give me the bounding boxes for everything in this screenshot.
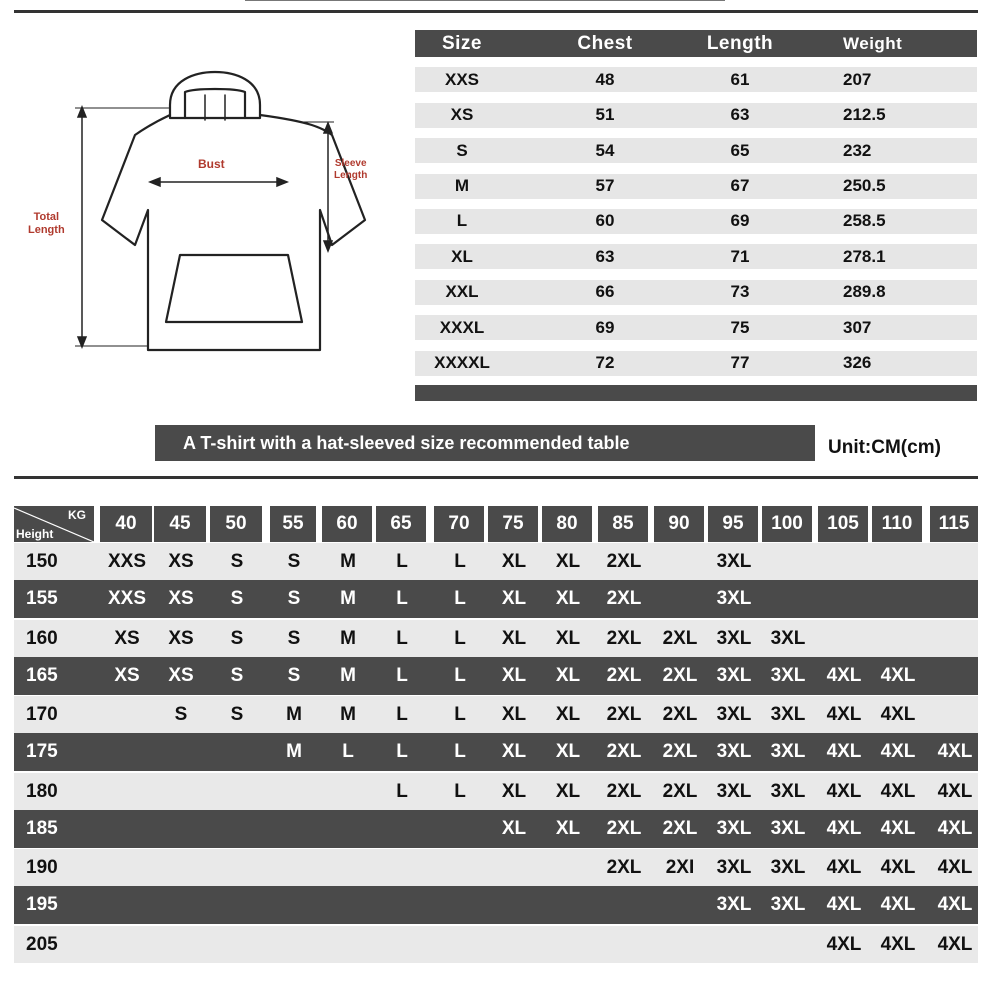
size-recommend-cell: XS — [168, 551, 194, 572]
size-recommend-cell — [322, 849, 374, 887]
size-recommend-cell — [270, 810, 318, 848]
recommend-row — [14, 543, 978, 580]
size-recommend-cell: XL — [555, 704, 581, 725]
size-row — [415, 67, 977, 92]
top-rule-thin — [245, 0, 725, 1]
height-cell: 175 — [26, 741, 58, 762]
length-cell: 67 — [730, 176, 750, 196]
size-recommend-cell: S — [230, 588, 244, 609]
size-cell: XL — [451, 246, 473, 266]
size-recommend-cell — [654, 580, 706, 618]
chest-cell: 66 — [595, 282, 615, 302]
weight-header-cell: 100 — [762, 506, 812, 542]
total-label-line1: Total — [33, 211, 60, 223]
size-recommend-cell: S — [230, 551, 244, 572]
weight-header-cell: 65 — [376, 506, 426, 542]
bust-label: Bust — [198, 157, 225, 171]
size-recommend-cell — [210, 810, 264, 848]
size-recommend-cell — [210, 886, 264, 924]
weight-header-cell: 70 — [434, 506, 484, 542]
height-cell: 205 — [26, 934, 58, 955]
size-recommend-cell — [762, 543, 814, 581]
height-cell: 170 — [26, 704, 58, 725]
size-recommend-cell: 4XL — [880, 934, 916, 955]
size-recommend-cell: S — [230, 665, 244, 686]
size-recommend-cell — [154, 810, 208, 848]
chest-cell: 54 — [595, 140, 615, 160]
recommend-row — [14, 849, 978, 886]
total-label-line2: Length — [28, 224, 65, 236]
size-recommend-cell — [434, 926, 486, 964]
header-chest: Chest — [577, 32, 633, 54]
size-recommend-cell: 2XL — [662, 704, 698, 725]
header-length: Length — [706, 32, 774, 54]
corner-cell — [14, 506, 94, 542]
size-recommend-cell: 2XL — [606, 588, 642, 609]
size-recommend-cell: M — [286, 704, 302, 725]
size-recommend-cell — [654, 886, 706, 924]
size-recommend-cell: XL — [555, 781, 581, 802]
length-cell: 65 — [730, 140, 750, 160]
chest-cell: 60 — [595, 211, 615, 231]
size-recommend-cell: S — [287, 628, 301, 649]
size-recommend-cell: XS — [168, 665, 194, 686]
weight-header-cell: 110 — [872, 506, 922, 542]
size-row — [415, 315, 977, 340]
size-table-header — [415, 30, 977, 57]
weight-header-cell: 90 — [654, 506, 704, 542]
length-cell: 61 — [730, 69, 750, 89]
size-recommend-cell: XL — [501, 665, 527, 686]
size-recommend-cell — [930, 543, 980, 581]
weight-header-cell: 50 — [210, 506, 262, 542]
sleeve-label-line1: Sleeve — [334, 158, 367, 169]
size-recommend-cell: 3XL — [716, 818, 752, 839]
size-recommend-cell — [598, 886, 650, 924]
size-recommend-cell: 3XL — [716, 665, 752, 686]
height-cell: 155 — [26, 588, 58, 609]
size-recommend-cell: 4XL — [937, 818, 973, 839]
mid-rule — [14, 476, 978, 479]
size-cell: XXS — [444, 69, 480, 89]
size-recommend-cell — [872, 620, 924, 658]
size-recommend-cell: 4XL — [937, 894, 973, 915]
size-recommend-cell: 2XL — [606, 818, 642, 839]
weight-cell: 326 — [843, 353, 872, 373]
size-recommend-cell: 2XL — [606, 741, 642, 762]
size-recommend-cell: XL — [555, 741, 581, 762]
size-recommend-cell: XL — [501, 628, 527, 649]
recommend-row — [14, 580, 978, 618]
size-recommend-cell: 3XL — [770, 781, 806, 802]
size-recommend-cell: 3XL — [716, 628, 752, 649]
sleeve-label — [334, 158, 367, 182]
size-recommend-cell: M — [286, 741, 302, 762]
weight-cell: 207 — [843, 69, 872, 89]
size-recommend-cell — [100, 810, 154, 848]
size-recommend-cell: 3XL — [716, 704, 752, 725]
size-recommend-cell — [270, 773, 318, 811]
size-recommend-cell: L — [454, 665, 466, 686]
chest-cell: 51 — [595, 105, 615, 125]
size-recommend-cell — [872, 543, 924, 581]
weight-header-cell: 115 — [930, 506, 978, 542]
size-recommend-cell: 2XL — [606, 628, 642, 649]
size-recommend-cell — [708, 926, 760, 964]
size-recommend-cell: M — [340, 551, 356, 572]
size-cell: L — [456, 211, 468, 231]
size-recommend-cell: L — [454, 551, 466, 572]
size-recommend-cell: XL — [501, 704, 527, 725]
size-recommend-cell: 3XL — [770, 894, 806, 915]
size-recommend-cell — [154, 733, 208, 771]
size-recommend-cell: XL — [501, 818, 527, 839]
size-recommend-cell: 4XL — [880, 665, 916, 686]
size-recommend-cell: XL — [555, 628, 581, 649]
size-recommend-cell — [322, 886, 374, 924]
sleeve-label-line2: Length — [334, 170, 368, 181]
size-recommend-cell: S — [287, 588, 301, 609]
size-recommend-cell: L — [454, 741, 466, 762]
size-recommend-cell: 4XL — [826, 857, 862, 878]
header-size: Size — [441, 32, 483, 54]
size-recommend-cell — [598, 926, 650, 964]
size-table-body — [415, 67, 977, 375]
height-cell: 150 — [26, 551, 58, 572]
size-recommend-cell: 2XL — [606, 665, 642, 686]
size-recommend-cell — [100, 926, 154, 964]
length-cell: 69 — [730, 211, 750, 231]
corner-kg-label: KG — [68, 508, 86, 522]
weight-cell: 250.5 — [843, 176, 886, 196]
size-table-footer — [415, 385, 977, 401]
size-recommend-cell: 3XL — [770, 704, 806, 725]
size-recommend-cell: 4XL — [937, 741, 973, 762]
size-recommend-cell: XS — [114, 628, 140, 649]
size-recommend-cell: 4XL — [880, 741, 916, 762]
weight-header-cell: 85 — [598, 506, 648, 542]
size-recommend-cell — [100, 696, 154, 734]
recommend-row — [14, 926, 978, 963]
size-recommend-cell — [762, 926, 814, 964]
size-recommend-cell: XS — [168, 588, 194, 609]
chest-cell: 57 — [595, 176, 615, 196]
size-recommend-cell: L — [396, 628, 408, 649]
size-recommend-cell: 2XL — [662, 781, 698, 802]
size-recommend-cell — [488, 886, 540, 924]
weight-cell: 278.1 — [843, 246, 886, 266]
header-weight: Weight — [843, 33, 903, 53]
recommend-row — [14, 886, 978, 924]
size-recommend-cell: 2XI — [665, 857, 695, 878]
chest-cell: 63 — [595, 246, 615, 266]
recommend-row — [14, 810, 978, 848]
size-recommend-cell: 2XL — [606, 781, 642, 802]
weight-cell: 289.8 — [843, 282, 886, 302]
size-recommend-cell: 4XL — [826, 741, 862, 762]
size-row — [415, 244, 977, 269]
weight-cell: 232 — [843, 140, 872, 160]
size-recommend-cell: 4XL — [826, 934, 862, 955]
size-row — [415, 103, 977, 128]
weight-cell: 258.5 — [843, 211, 886, 231]
chest-cell: 69 — [595, 317, 615, 337]
size-recommend-cell — [376, 886, 428, 924]
size-recommend-cell: 2XL — [606, 551, 642, 572]
size-recommend-cell: 2XL — [662, 628, 698, 649]
size-recommend-cell: 4XL — [880, 781, 916, 802]
height-cell: 195 — [26, 894, 58, 915]
size-recommend-cell: L — [396, 704, 408, 725]
size-recommend-cell: M — [340, 628, 356, 649]
size-recommend-cell — [322, 773, 374, 811]
size-recommend-cell — [376, 810, 428, 848]
chest-cell: 72 — [595, 353, 615, 373]
corner-height-label: Height — [16, 527, 54, 541]
size-recommend-cell: L — [454, 628, 466, 649]
size-recommend-cell: 4XL — [880, 857, 916, 878]
size-recommend-cell — [818, 580, 870, 618]
size-recommend-cell: M — [340, 704, 356, 725]
size-recommend-cell — [100, 733, 154, 771]
size-recommend-cell — [488, 926, 540, 964]
size-recommend-cell: S — [287, 551, 301, 572]
size-recommend-cell: L — [396, 665, 408, 686]
size-recommend-cell — [654, 926, 706, 964]
length-cell: 75 — [730, 317, 750, 337]
size-recommend-cell: 3XL — [716, 781, 752, 802]
size-recommend-cell: XS — [114, 665, 140, 686]
size-row — [415, 209, 977, 234]
length-cell: 77 — [730, 353, 750, 373]
size-recommend-cell: 4XL — [826, 818, 862, 839]
size-recommend-cell: 4XL — [880, 818, 916, 839]
size-recommend-cell — [210, 926, 264, 964]
size-recommend-cell: 3XL — [716, 741, 752, 762]
size-recommend-cell: 2XL — [606, 704, 642, 725]
weight-header-cell: 45 — [154, 506, 206, 542]
size-recommend-cell — [154, 886, 208, 924]
size-recommend-cell: 3XL — [770, 857, 806, 878]
size-row — [415, 138, 977, 163]
height-cell: 165 — [26, 665, 58, 686]
size-recommend-cell — [154, 926, 208, 964]
size-recommend-cell — [654, 543, 706, 581]
size-recommend-cell — [100, 849, 154, 887]
size-recommend-cell — [434, 810, 486, 848]
size-recommend-cell: M — [340, 588, 356, 609]
size-recommend-cell: 4XL — [880, 704, 916, 725]
size-recommend-cell: 3XL — [770, 665, 806, 686]
size-recommend-cell — [434, 849, 486, 887]
recommend-row — [14, 773, 978, 810]
size-recommend-cell: XL — [555, 818, 581, 839]
size-recommend-cell: 4XL — [826, 665, 862, 686]
size-recommend-cell: 2XL — [662, 818, 698, 839]
hoodie-outline-icon — [20, 60, 400, 380]
size-row — [415, 280, 977, 305]
size-recommend-cell: L — [342, 741, 354, 762]
size-recommend-cell: S — [174, 704, 188, 725]
size-recommend-cell: XL — [555, 551, 581, 572]
size-recommend-cell: XL — [501, 781, 527, 802]
height-cell: 180 — [26, 781, 58, 802]
height-cell: 160 — [26, 628, 58, 649]
size-recommend-cell: 3XL — [770, 818, 806, 839]
size-recommend-cell — [542, 849, 594, 887]
size-recommend-cell: L — [454, 588, 466, 609]
size-recommend-cell — [930, 580, 980, 618]
size-recommend-cell: S — [230, 628, 244, 649]
top-rule — [14, 10, 978, 13]
weight-cell: 307 — [843, 317, 872, 337]
size-recommend-cell: 4XL — [880, 894, 916, 915]
weight-header-cell: 95 — [708, 506, 758, 542]
size-recommend-cell: L — [454, 781, 466, 802]
hoodie-diagram — [20, 60, 400, 380]
size-recommend-cell — [270, 926, 318, 964]
size-recommend-cell — [322, 926, 374, 964]
chest-cell: 48 — [595, 69, 615, 89]
weight-header-cell: 40 — [100, 506, 152, 542]
size-recommend-cell: XL — [555, 588, 581, 609]
size-cell: XXXXL — [434, 353, 490, 373]
size-recommend-cell — [542, 926, 594, 964]
size-recommend-cell: L — [396, 781, 408, 802]
length-cell: 71 — [730, 246, 750, 266]
weight-header-cell: 55 — [270, 506, 316, 542]
weight-header-cell: 80 — [542, 506, 592, 542]
size-recommend-cell: L — [454, 704, 466, 725]
size-recommend-cell: 3XL — [716, 551, 752, 572]
size-row — [415, 174, 977, 199]
unit-label: Unit:CM(cm) — [828, 437, 941, 458]
recommend-row — [14, 657, 978, 695]
size-cell: XXL — [445, 282, 479, 302]
size-cell: M — [454, 176, 470, 196]
size-recommend-cell: XS — [168, 628, 194, 649]
size-recommend-cell — [376, 926, 428, 964]
length-cell: 63 — [730, 105, 750, 125]
size-recommend-cell — [818, 620, 870, 658]
size-recommend-cell — [872, 580, 924, 618]
recommend-row — [14, 620, 978, 657]
size-recommend-cell — [154, 849, 208, 887]
size-recommend-cell — [930, 657, 980, 695]
size-recommend-cell: 2XL — [662, 741, 698, 762]
size-recommend-cell — [818, 543, 870, 581]
size-cell: XXXL — [439, 317, 485, 337]
size-recommend-cell: XL — [501, 588, 527, 609]
size-recommend-cell: XL — [501, 741, 527, 762]
size-recommend-cell — [100, 886, 154, 924]
size-recommend-cell: XL — [501, 551, 527, 572]
size-recommend-cell: 2XL — [662, 665, 698, 686]
size-cell: S — [456, 140, 468, 160]
height-cell: 190 — [26, 857, 58, 878]
size-recommend-cell: 3XL — [716, 588, 752, 609]
size-measurement-table — [415, 30, 977, 401]
size-recommend-cell: 3XL — [770, 628, 806, 649]
size-recommend-cell — [100, 773, 154, 811]
size-recommend-cell — [322, 810, 374, 848]
size-recommend-cell: S — [287, 665, 301, 686]
height-cell: 185 — [26, 818, 58, 839]
weight-header-cell: 75 — [488, 506, 538, 542]
size-row — [415, 351, 977, 376]
weight-header-cell: 105 — [818, 506, 868, 542]
size-recommend-cell — [488, 849, 540, 887]
size-recommend-cell: 4XL — [826, 894, 862, 915]
recommend-banner: A T-shirt with a hat-sleeved size recommended table — [155, 425, 815, 461]
size-recommend-cell — [154, 773, 208, 811]
recommend-row — [14, 696, 978, 733]
size-recommend-cell: L — [396, 741, 408, 762]
length-cell: 73 — [730, 282, 750, 302]
size-cell: XS — [450, 105, 474, 125]
size-recommend-cell: 2XL — [606, 857, 642, 878]
size-recommend-cell: 4XL — [937, 781, 973, 802]
size-recommend-cell — [210, 773, 264, 811]
size-recommend-cell — [762, 580, 814, 618]
size-recommend-cell: 3XL — [716, 857, 752, 878]
total-length-label — [28, 211, 65, 237]
size-recommend-cell — [434, 886, 486, 924]
size-recommend-cell — [542, 886, 594, 924]
size-recommend-cell: 3XL — [770, 741, 806, 762]
size-recommend-cell: XXS — [107, 551, 147, 572]
size-recommend-cell: L — [396, 588, 408, 609]
size-recommend-cell — [376, 849, 428, 887]
size-recommend-cell: L — [396, 551, 408, 572]
size-recommend-cell — [270, 849, 318, 887]
size-recommend-cell — [210, 849, 264, 887]
size-recommend-cell: 4XL — [937, 857, 973, 878]
size-recommend-cell — [930, 696, 980, 734]
weight-cell: 212.5 — [843, 105, 886, 125]
size-recommend-cell: S — [230, 704, 244, 725]
size-recommend-cell: 4XL — [826, 704, 862, 725]
size-recommend-cell: XXS — [107, 588, 147, 609]
size-recommend-cell: 4XL — [937, 934, 973, 955]
size-recommend-cell — [210, 733, 264, 771]
size-recommend-cell: XL — [555, 665, 581, 686]
size-recommend-cell: M — [340, 665, 356, 686]
recommend-row — [14, 733, 978, 771]
size-recommend-cell: 3XL — [716, 894, 752, 915]
weight-header-cell: 60 — [322, 506, 372, 542]
size-recommend-cell: 4XL — [826, 781, 862, 802]
size-recommend-cell — [930, 620, 980, 658]
size-recommend-cell — [270, 886, 318, 924]
